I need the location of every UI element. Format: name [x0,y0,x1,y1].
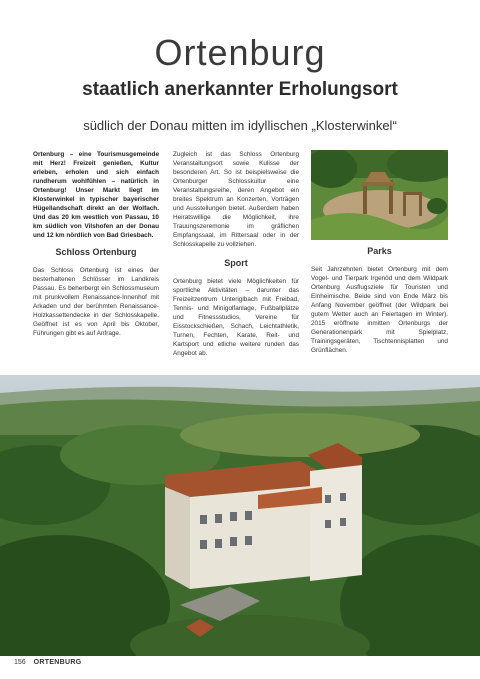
intro-paragraph: Ortenburg – eine Tourismusgemeinde mit Herz! Freizeit genießen, Kultur erleben, erholen und sich einfach rundherum wohlfühlen – natürlich in Ortenburg! Unser Markt liegt im Klosterwinkel in typischer bayerischer Hügellandschaft direkt an der Wolfach. Und das 20 km westlich von Passau, 10 km südlich von Vilshofen an der Donau und 12 km nördlich von Bad Griesbach. [33,151,159,239]
heading-sport: Sport [224,258,248,268]
schloss-paragraph: Das Schloss Ortenburg ist eines der besterhaltenen Schlösser im Landkreis Passau. Es beherbergt ein Schlossmuseum mit prunkvollem Renaissance-Innenhof mit Arkaden und der berühmten Renaissance-Holzkassettendecke in der Schlosskapelle. Geöffnet ist es von April bis Oktober, Führungen gibt es auf Anfrage. [33,267,159,337]
playground-photo [311,150,448,240]
heading-schloss: Schloss Ortenburg [55,247,137,257]
column-3 [311,150,448,355]
sport-paragraph: Ortenburg bietet viele Möglichkeiten für sportliche Aktivitäten – darunter das Freizeitzentrum Unteriglbach mit Freibad, Tennis- und Minigolfanlage, Fußballplätze und Fitnessstudios, Vereine für Eisstockschießen, Schach, Leichtathletik, Turnen, Fechten, Karate, Reit- und Kartsport und etliche weitere runden das Angebot ab. [173,278,299,357]
castle-aerial-photo [0,375,480,656]
heading-parks: Parks [367,246,392,256]
page-footer [14,659,81,666]
footer-name: ORTENBURG [33,659,82,666]
event-paragraph: Zugleich ist das Schloss Ortenburg Veranstaltungsort sowie Kulisse der besonderen Art. So ist beispielsweise die Ortenburger Schlosskultur eine Veranstaltungsreihe, deren Angebot ein breites Spektrum an Konzerten, Vorträgen und Ausstellungen bietet. Außerdem haben Heiratswillige die Möglichkeit, ihre Trauungszeremonie im gräflichen Empfangssaal, im Rittersaal oder in der Schlosskapelle zu vollziehen. [173,151,299,248]
page-title: Ortenburg [154,32,326,73]
column-1 [33,150,159,338]
page-subtitle: staatlich anerkannter Erholungsort [82,79,398,100]
lead-line: südlich der Donau mitten im idyllischen „Klosterwinkel“ [83,118,397,133]
column-2 [173,150,299,358]
page-number: 156 [14,659,26,666]
parks-paragraph: Seit Jahrzehnten bietet Ortenburg mit dem Vogel- und Tierpark Irgenöd und dem Wildpark Ortenburg Ausflugsziele für Touristen und Einheimische. Beide sind von Ende März bis Anfang November geöffnet (der Wildpark bei gutem Wetter auch an Feiertagen im Winter). 2015 eröffnete inmitten Ortenburgs der Generationenpark mit Spielplatz, Trainingsgeräten, Tischtennisplatten und Grünflächen. [311,266,448,354]
